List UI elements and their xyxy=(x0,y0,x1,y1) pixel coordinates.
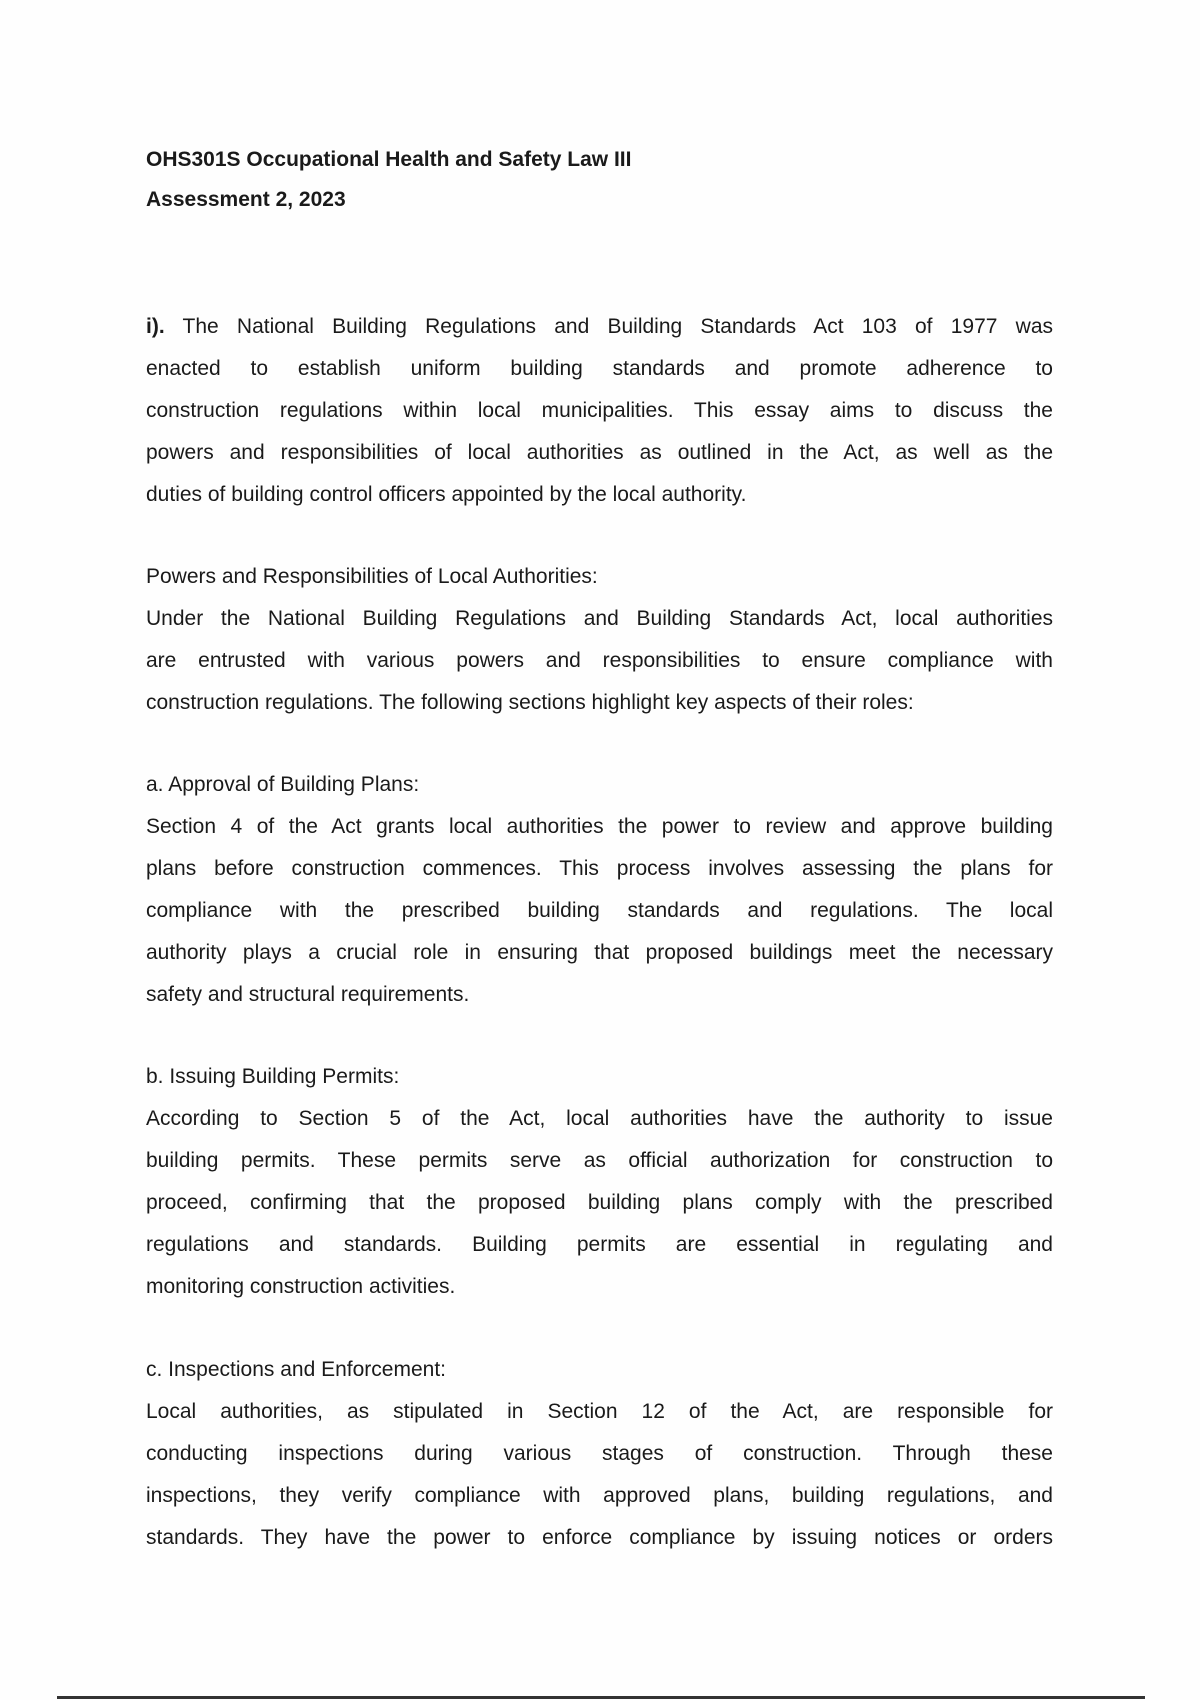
paragraph-line: powers and responsibilities of local authorities as outlined in the Act, as well as the xyxy=(146,441,1053,464)
paragraph-line: plans before construction commences. This process involves assessing the plans for xyxy=(146,857,1053,880)
paragraph-line: building permits. These permits serve as official authorization for construction to xyxy=(146,1149,1053,1172)
paragraph-line: enacted to establish uniform building standards and promote adherence to xyxy=(146,357,1053,380)
paragraph-line: standards. They have the power to enforce compliance by issuing notices or orders xyxy=(146,1526,1053,1549)
paragraph-line: construction regulations within local municipalities. This essay aims to discuss the xyxy=(146,399,1053,422)
paragraph-line: Local authorities, as stipulated in Section 12 of the Act, are responsible for xyxy=(146,1400,1053,1423)
paragraph-line: construction regulations. The following sections highlight key aspects of their roles: xyxy=(146,691,914,714)
intro-paragraph: i). The National Building Regulations and Building Standards Act 103 of 1977 was enacted to establish uniform building standards and promote adherence to construction regulations within local municipalities. This essay aims to discuss the powers and responsibilities of local authorities as outlined in the Act, as well as the duties of building control officers appointed by the local authority. xyxy=(146,306,1053,516)
section-inspections xyxy=(146,1349,1053,1559)
section-heading: c. Inspections and Enforcement: xyxy=(146,1358,446,1381)
paragraph-line: compliance with the prescribed building standards and regulations. The local xyxy=(146,899,1053,922)
paragraph-line: monitoring construction activities. xyxy=(146,1275,456,1298)
paragraph-line: Under the National Building Regulations and Building Standards Act, local authorities xyxy=(146,607,1053,630)
paragraph-line: authority plays a crucial role in ensuring that proposed buildings meet the necessary xyxy=(146,941,1053,964)
assessment-title: Assessment 2, 2023 xyxy=(146,188,346,211)
section-powers xyxy=(146,556,1053,724)
section-permits xyxy=(146,1056,1053,1308)
paragraph-line: regulations and standards. Building permits are essential in regulating and xyxy=(146,1233,1053,1256)
section-heading: a. Approval of Building Plans: xyxy=(146,773,420,796)
paragraph-line: According to Section 5 of the Act, local authorities have the authority to issue xyxy=(146,1107,1053,1130)
paragraph-line: proceed, confirming that the proposed building plans comply with the prescribed xyxy=(146,1191,1053,1214)
paragraph-line: conducting inspections during various stages of construction. Through these xyxy=(146,1442,1053,1465)
paragraph-line: Section 4 of the Act grants local authorities the power to review and approve building xyxy=(146,815,1053,838)
page-bottom-rule xyxy=(57,1696,1145,1699)
question-label: i). xyxy=(146,315,165,338)
paragraph-line: inspections, they verify compliance with approved plans, building regulations, and xyxy=(146,1484,1053,1507)
section-heading: b. Issuing Building Permits: xyxy=(146,1065,400,1088)
paragraph-line: duties of building control officers appointed by the local authority. xyxy=(146,483,747,506)
course-title: OHS301S Occupational Health and Safety Law III xyxy=(146,148,632,171)
paragraph-line: safety and structural requirements. xyxy=(146,983,470,1006)
document-title xyxy=(146,140,1053,220)
section-heading: Powers and Responsibilities of Local Authorities: xyxy=(146,565,598,588)
section-approval xyxy=(146,764,1053,1016)
paragraph-line: are entrusted with various powers and responsibilities to ensure compliance with xyxy=(146,649,1053,672)
